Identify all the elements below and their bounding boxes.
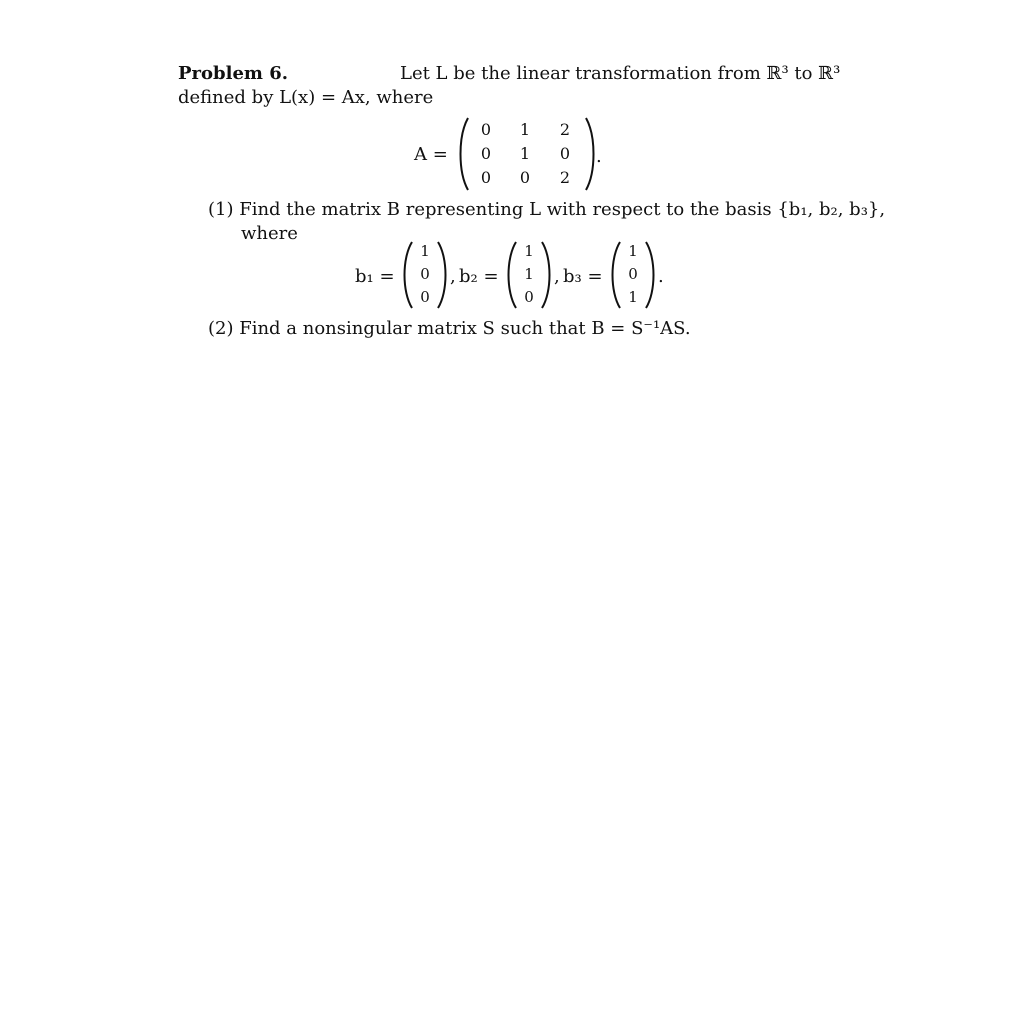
basis-b3-sep: . [658,266,664,287]
basis-b3-vector [610,240,656,310]
part2-line: (2) Find a nonsingular matrix S such that B = S⁻¹AS. [208,318,691,339]
basis-b1-vector [402,240,448,310]
matrix-a-period: . [596,146,602,167]
basis-b2-vector [506,240,552,310]
basis-b2-entry: 1 [524,242,534,260]
problem-intro-line1: Let L be the linear transformation from ℝ³ to ℝ³ [400,63,841,84]
matrix-a [458,116,598,192]
part1-line1: (1) Find the matrix B representing L with respect to the basis {b₁, b₂, b₃}, [208,199,886,220]
matrix-a-cell: 0 [519,168,531,187]
problem-intro-line2: defined by L(x) = Ax, where [178,87,434,108]
basis-b2-label: b₂ = [459,266,499,287]
basis-b2-sep: , [554,266,560,287]
basis-b2-entry: 1 [524,265,534,283]
matrix-a-cell: 0 [480,120,492,139]
matrix-a-cell: 0 [480,168,492,187]
problem-heading: Problem 6. [178,63,289,84]
basis-b1-entry: 0 [420,265,430,283]
matrix-a-cell: 0 [559,144,571,163]
matrix-a-cell: 2 [559,168,571,187]
basis-b1-label: b₁ = [355,266,395,287]
matrix-a-cell: 0 [480,144,492,163]
matrix-a-cell: 1 [519,144,531,163]
matrix-a-cell: 2 [559,120,571,139]
basis-b3-entry: 0 [628,265,638,283]
basis-b2-entry: 0 [524,288,534,306]
basis-b3-entry: 1 [628,288,638,306]
basis-b3-entry: 1 [628,242,638,260]
matrix-a-cell: 1 [519,120,531,139]
matrix-a-label: A = [414,144,448,165]
basis-b3-label: b₃ = [563,266,603,287]
basis-b1-entry: 0 [420,288,430,306]
part1-line2: where [241,223,298,244]
basis-b1-entry: 1 [420,242,430,260]
basis-b1-sep: , [450,266,456,287]
